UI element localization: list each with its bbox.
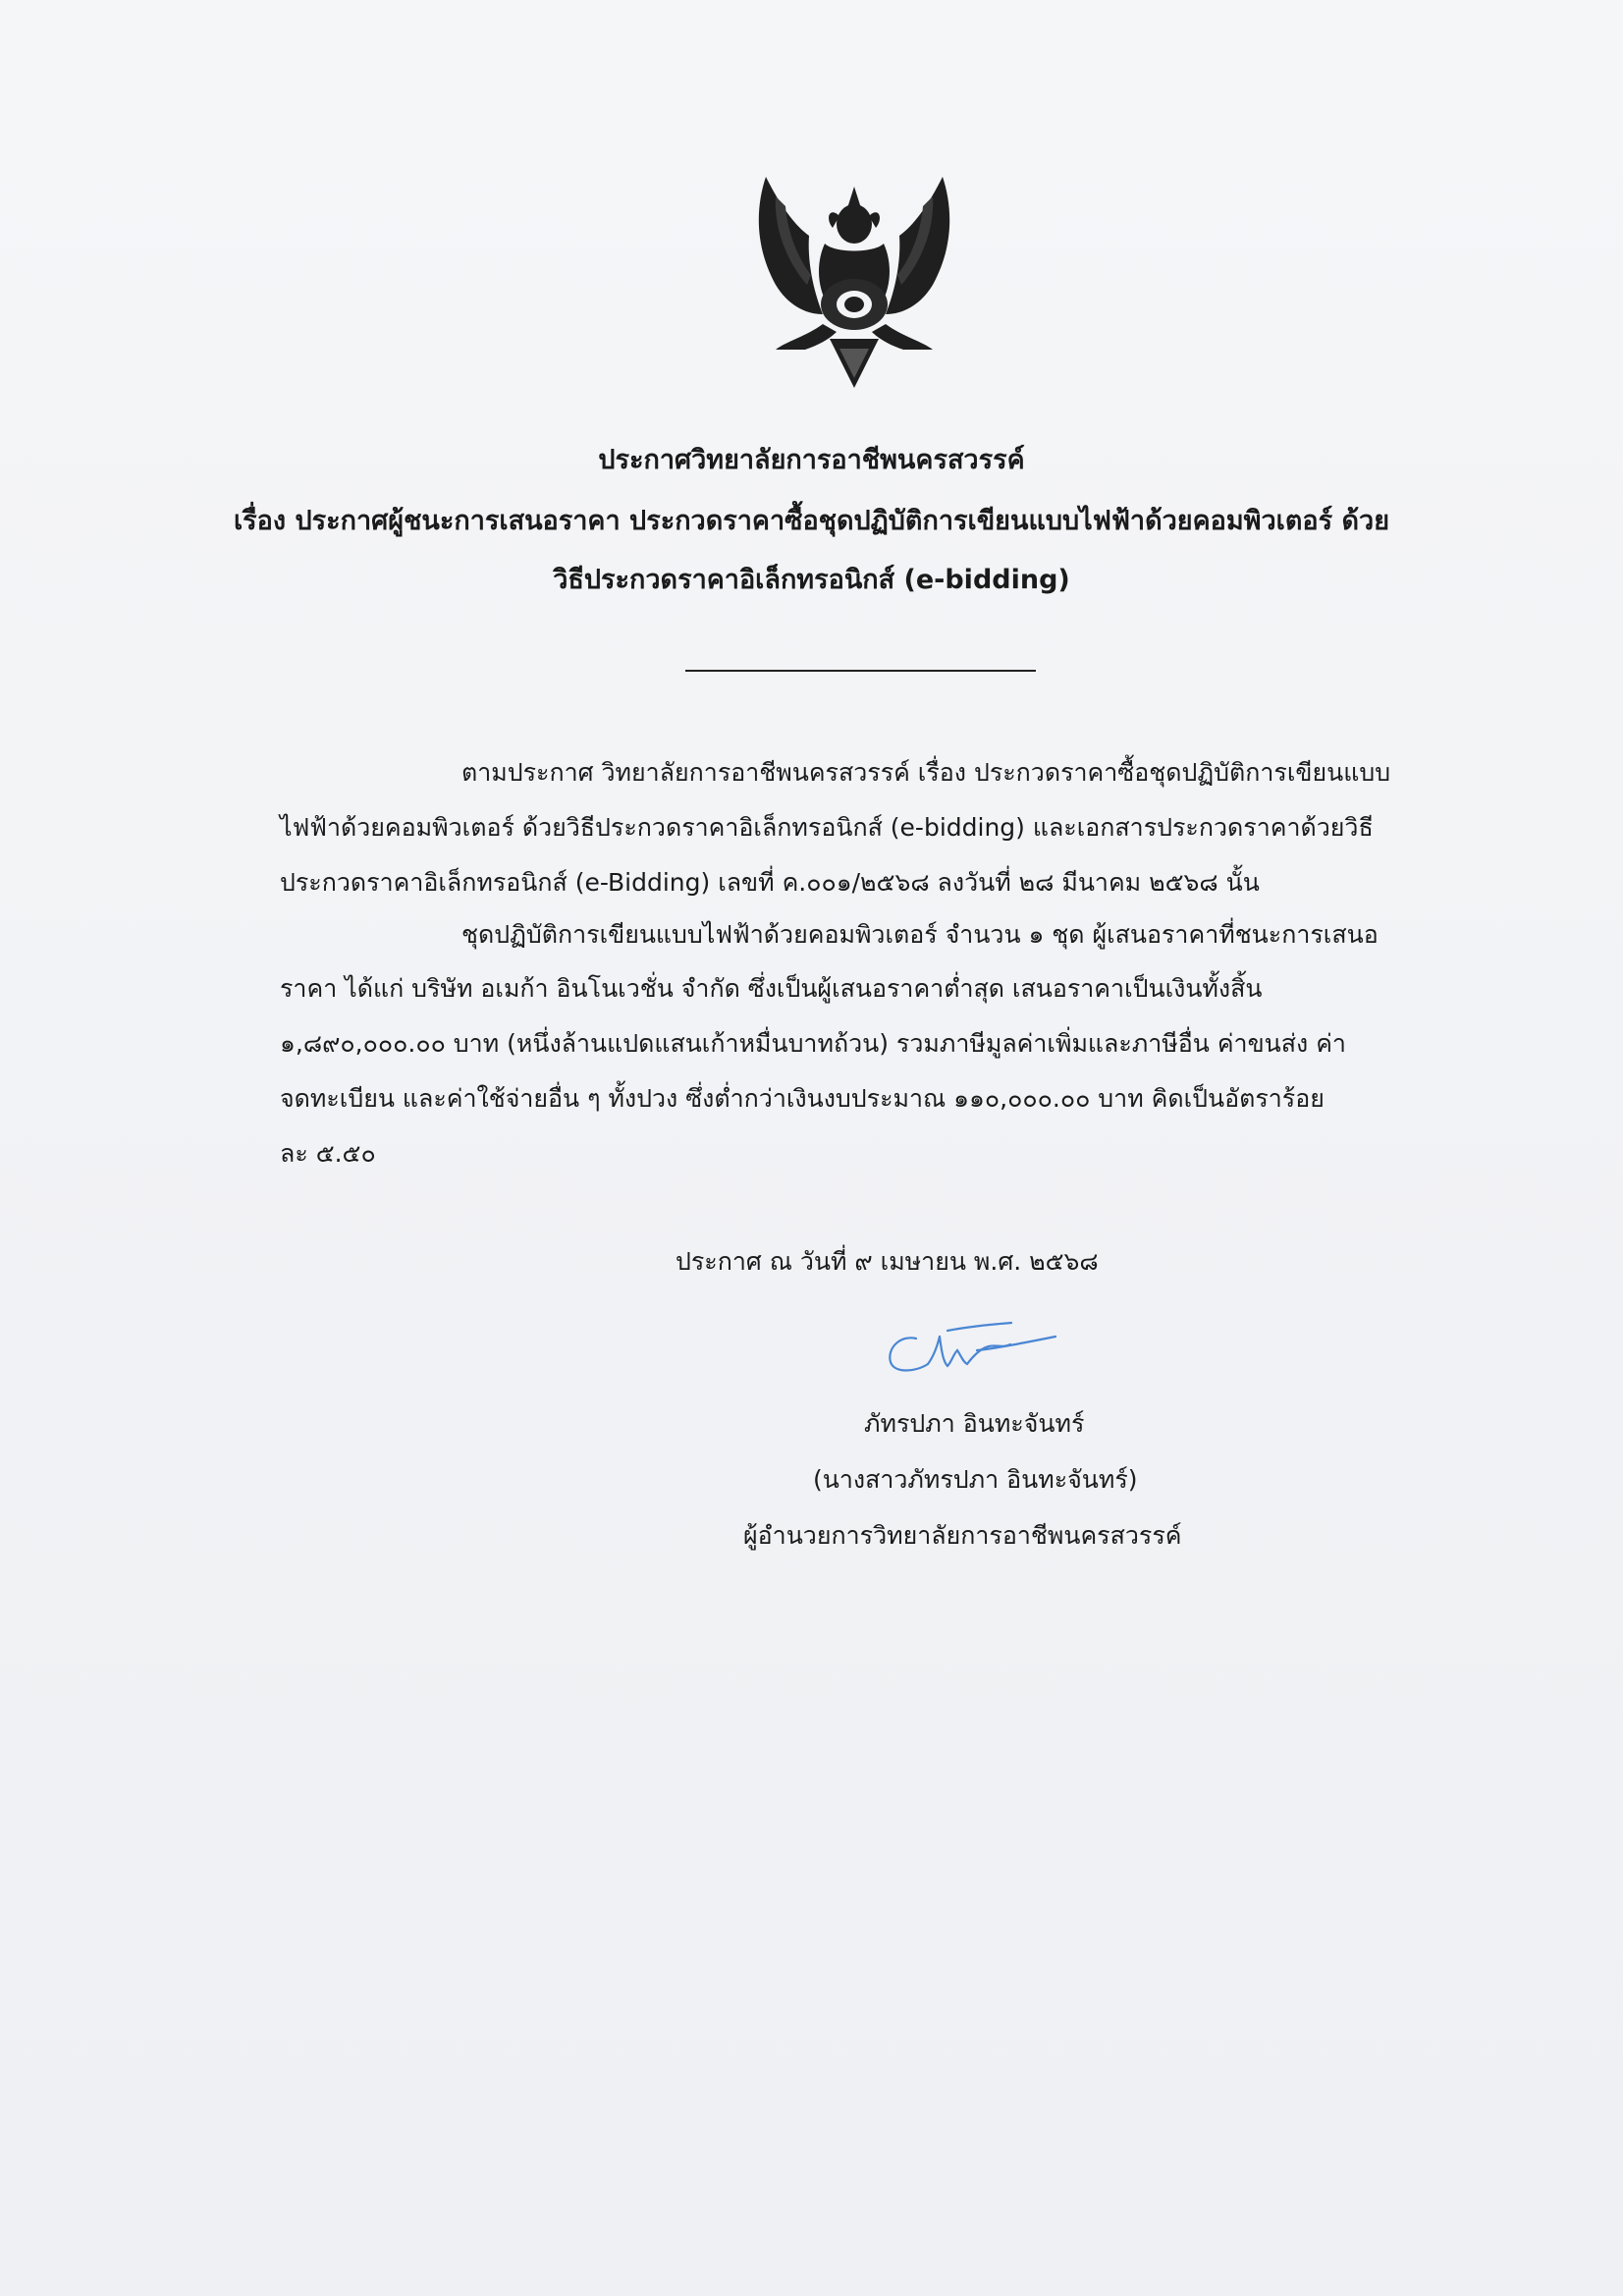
paragraph-2-line-1: ชุดปฏิบัติการเขียนแบบไฟฟ้าด้วยคอมพิวเตอร์ จำนวน ๑ ชุด ผู้เสนอราคาที่ชนะการเสนอ	[461, 920, 1379, 949]
paragraph-2-line-5: ละ ๕.๕๐	[280, 1139, 376, 1168]
document-subject-line-2: วิธีประกวดราคาอิเล็กทรอนิกส์ (e-bidding)	[553, 565, 1070, 595]
signatory-position: ผู้อำนวยการวิทยาลัยการอาชีพนครสวรรค์	[743, 1521, 1182, 1550]
garuda-emblem	[746, 167, 962, 395]
paragraph-1-line-1: ตามประกาศ วิทยาลัยการอาชีพนครสวรรค์ เรื่อง ประกวดราคาซื้อชุดปฏิบัติการเขียนแบบ	[461, 758, 1391, 787]
paragraph-2-line-2: ราคา ได้แก่ บริษัท อเมก้า อินโนเวชั่น จำกัด ซึ่งเป็นผู้เสนอราคาต่ำสุด เสนอราคาเป็นเงินทั้งสิ้น	[280, 974, 1263, 1003]
signatory-full-name: (นางสาวภัทรปภา อินทะจันทร์)	[813, 1465, 1138, 1494]
paragraph-2-line-3: ๑,๘๙๐,๐๐๐.๐๐ บาท (หนึ่งล้านแปดแสนเก้าหมื่นบาทถ้วน) รวมภาษีมูลค่าเพิ่มและภาษีอื่น ค่าขนส่ง ค่า	[280, 1029, 1346, 1058]
document-subject-line-1: เรื่อง ประกาศผู้ชนะการเสนอราคา ประกวดราคาซื้อชุดปฏิบัติการเขียนแบบไฟฟ้าด้วยคอมพิวเตอร์ ด้วย	[233, 506, 1390, 536]
paragraph-2-line-4: จดทะเบียน และค่าใช้จ่ายอื่น ๆ ทั้งปวง ซึ่งต่ำกว่าเงินงบประมาณ ๑๑๐,๐๐๐.๐๐ บาท คิดเป็นอัตราร้อย	[280, 1084, 1325, 1113]
document-title: ประกาศวิทยาลัยการอาชีพนครสวรรค์	[598, 445, 1025, 475]
announcement-date: ประกาศ ณ วันที่ ๙ เมษายน พ.ศ. ๒๕๖๘	[676, 1247, 1099, 1276]
signatory-name: ภัทรปภา อินทะจันทร์	[864, 1409, 1085, 1438]
paragraph-1-line-2: ไฟฟ้าด้วยคอมพิวเตอร์ ด้วยวิธีประกวดราคาอิเล็กทรอนิกส์ (e-bidding) และเอกสารประกวดราคาด้วยวิธี	[280, 813, 1374, 842]
handwritten-signature	[879, 1321, 1075, 1390]
title-divider	[685, 670, 1036, 672]
paragraph-1-line-3: ประกวดราคาอิเล็กทรอนิกส์ (e-Bidding) เลขที่ ค.๐๐๑/๒๕๖๘ ลงวันที่ ๒๘ มีนาคม ๒๕๖๘ นั้น	[280, 868, 1260, 897]
